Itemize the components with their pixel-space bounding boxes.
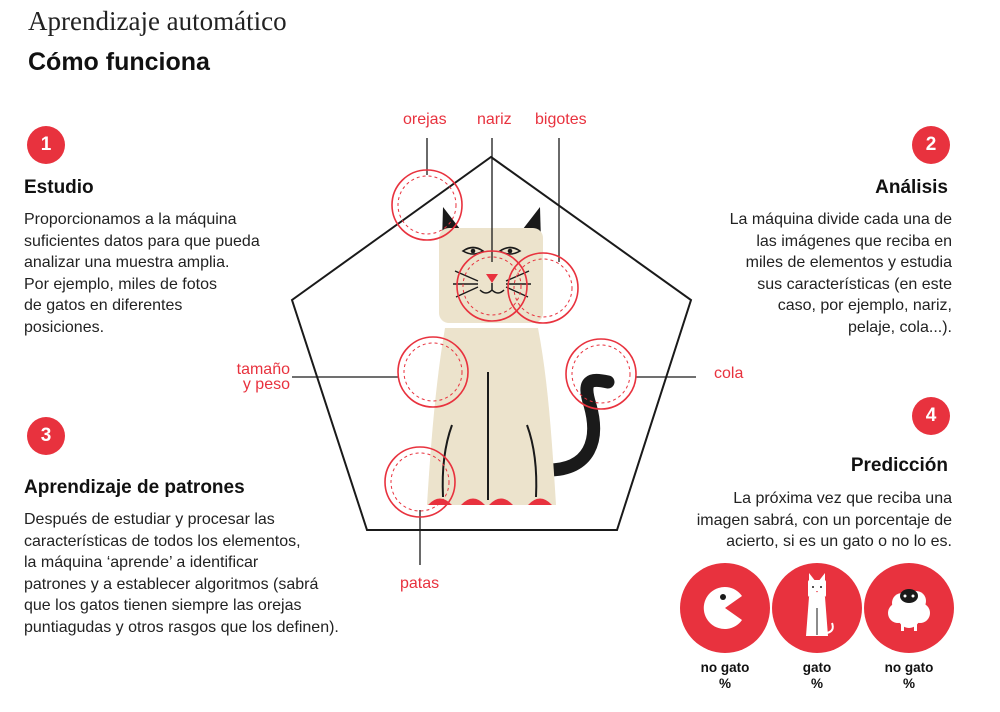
label-paws: patas bbox=[400, 575, 440, 592]
pacman-icon bbox=[680, 563, 770, 653]
prediction-2-label bbox=[772, 660, 862, 692]
prediction-not-cat-sheep bbox=[864, 563, 954, 653]
cat-icon bbox=[772, 563, 862, 653]
step-2-text bbox=[652, 209, 952, 338]
prediction-2-name: gato bbox=[802, 660, 832, 675]
step-4-line: La próxima vez que reciba una bbox=[733, 490, 952, 507]
step-1-line: Por ejemplo, miles de fotos bbox=[24, 275, 217, 293]
prediction-2-value: % bbox=[810, 676, 823, 691]
step-3-title: Aprendizaje de patrones bbox=[24, 477, 245, 498]
prediction-1-value: % bbox=[718, 676, 731, 691]
step-2-line: pelaje, cola...). bbox=[847, 318, 952, 336]
step-3-line: patrones y a establecer algoritmos (sabrá bbox=[24, 575, 319, 593]
prediction-1-label bbox=[680, 660, 770, 692]
label-size-line1: tamaño bbox=[236, 361, 290, 378]
step-3-line: Después de estudiar y procesar las bbox=[24, 511, 275, 528]
step-3-line: que los gatos tienen siempre las orejas bbox=[24, 597, 302, 614]
label-whiskers: bigotes bbox=[535, 111, 587, 128]
step-2-line: La máquina divide cada una de bbox=[729, 211, 952, 228]
step-1-line: suficientes datos para que pueda bbox=[24, 232, 260, 250]
label-ears: orejas bbox=[403, 111, 447, 128]
prediction-1-name: no gato bbox=[700, 660, 750, 675]
step-3-text bbox=[24, 509, 384, 638]
step-4-line: acierto, si es un gato o no lo es. bbox=[726, 533, 952, 550]
step-4-line: imagen sabrá, con un porcentaje de bbox=[696, 511, 952, 529]
label-size-weight bbox=[220, 362, 290, 392]
prediction-3-label bbox=[864, 660, 954, 692]
step-1-text bbox=[24, 209, 324, 338]
step-1-badge: 1 bbox=[27, 126, 65, 164]
step-3-line: puntiagudas y otros rasgos que los definen). bbox=[24, 618, 339, 636]
label-nose: nariz bbox=[477, 111, 512, 128]
label-tail: cola bbox=[714, 365, 744, 382]
step-1-line: posiciones. bbox=[24, 318, 105, 336]
prediction-3-value: % bbox=[902, 676, 915, 691]
prediction-cat bbox=[772, 563, 862, 653]
step-3-line: características de todos los elementos, bbox=[24, 532, 301, 550]
step-4-title: Predicción bbox=[850, 455, 948, 476]
step-2-line: miles de elementos y estudia bbox=[745, 254, 952, 271]
step-3-badge: 3 bbox=[27, 417, 65, 455]
prediction-3-name: no gato bbox=[884, 660, 934, 675]
step-2-line: sus características (en este bbox=[757, 275, 952, 293]
step-2-line: caso, por ejemplo, nariz, bbox=[777, 297, 952, 314]
step-4-text bbox=[652, 488, 952, 553]
page-kicker: Aprendizaje automático bbox=[28, 6, 287, 36]
step-3-line: la máquina ‘aprende’ a identificar bbox=[24, 554, 259, 571]
step-1-line: de gatos en diferentes bbox=[24, 297, 183, 314]
step-4-badge: 4 bbox=[912, 397, 950, 435]
step-2-line: las imágenes que reciba en bbox=[756, 232, 952, 250]
prediction-not-cat-pacman bbox=[680, 563, 770, 653]
sheep-icon bbox=[864, 563, 954, 653]
page-title: Cómo funciona bbox=[28, 48, 210, 76]
step-1-title: Estudio bbox=[24, 177, 94, 198]
step-1-line: analizar una muestra amplia. bbox=[24, 254, 230, 271]
step-1-line: Proporcionamos a la máquina bbox=[24, 211, 237, 228]
ears-zoom-circle bbox=[392, 170, 462, 240]
step-2-badge: 2 bbox=[912, 126, 950, 164]
tail-zoom-circle bbox=[566, 339, 636, 409]
step-2-title: Análisis bbox=[875, 177, 948, 198]
label-size-line2: y peso bbox=[242, 376, 290, 393]
cat-tail bbox=[548, 380, 608, 470]
